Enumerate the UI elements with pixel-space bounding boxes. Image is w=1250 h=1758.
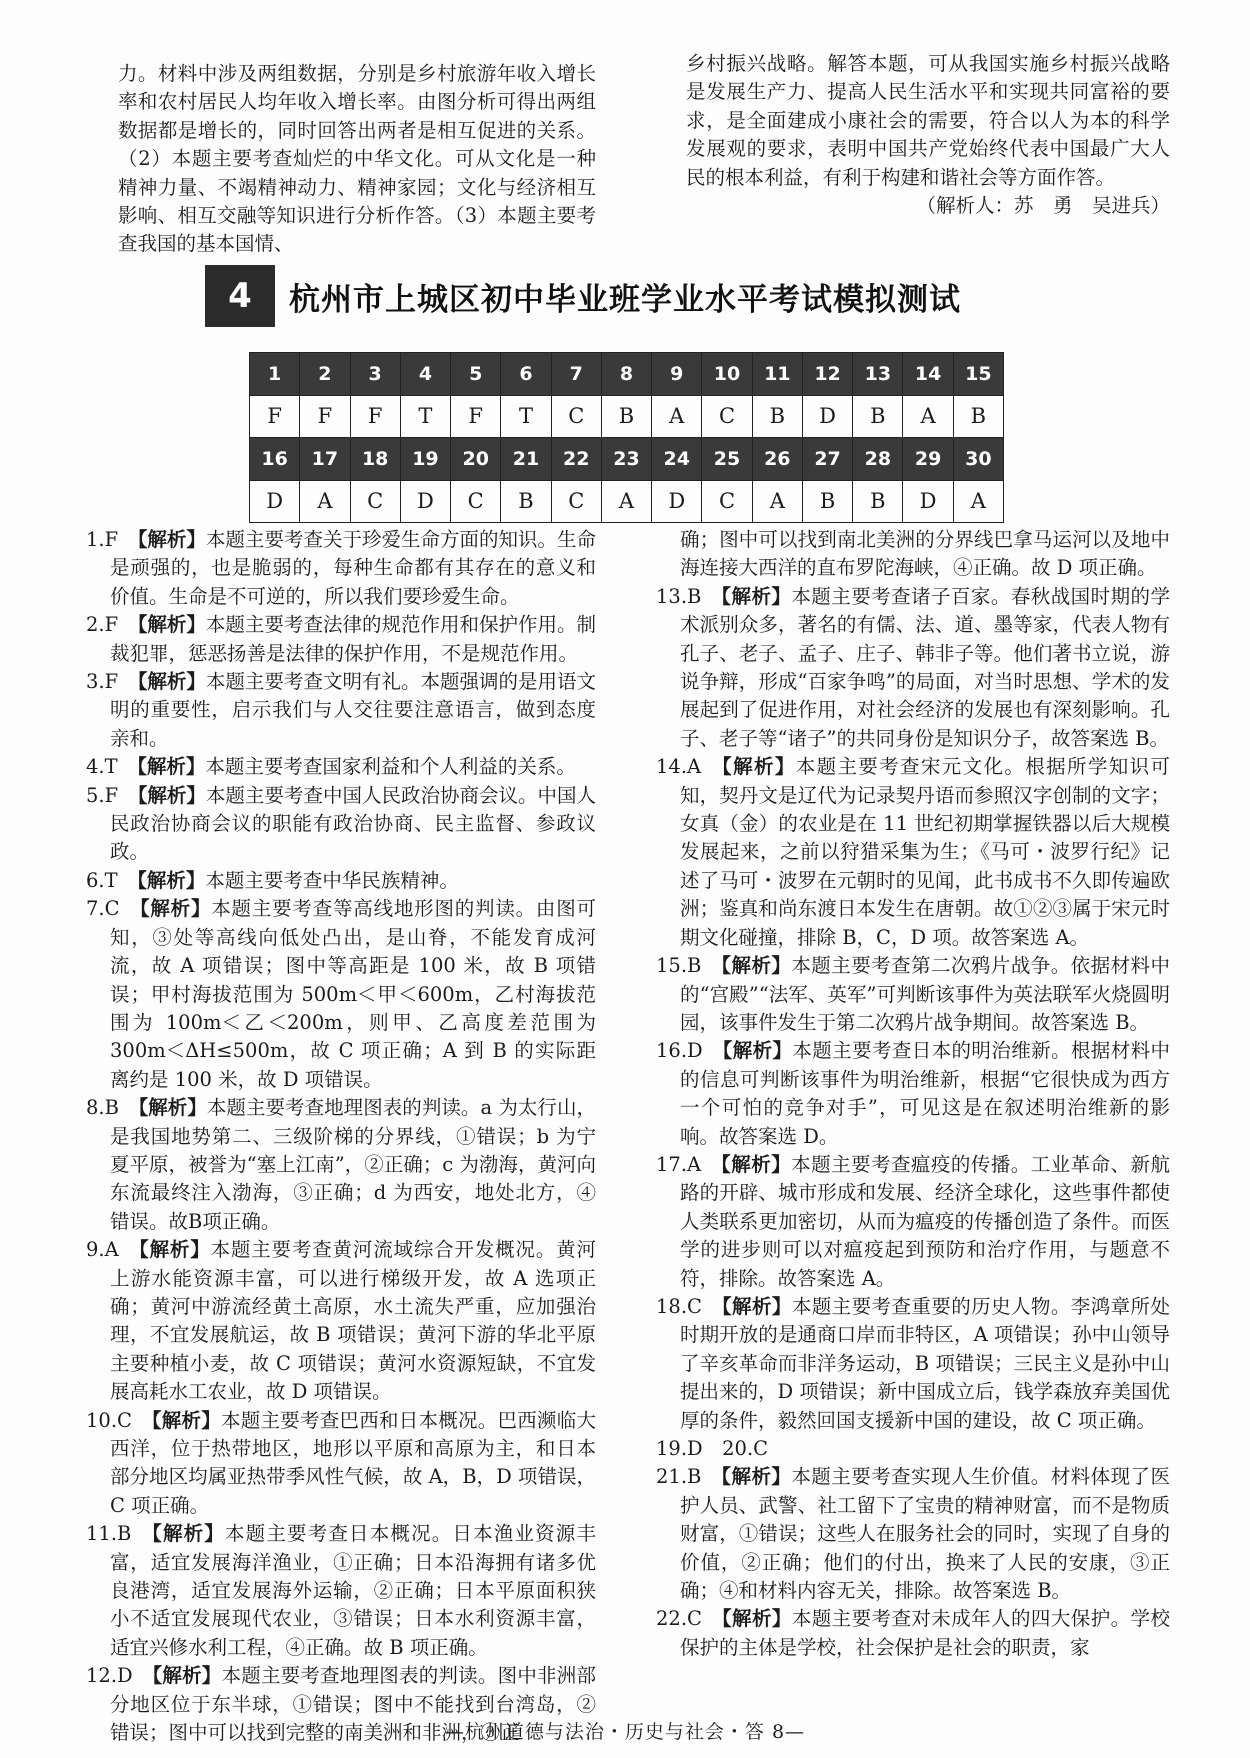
answer-letter-cell: A [953, 480, 1003, 523]
item-text: 本题主要考查对未成年人的四大保护。学校保护的主体是学校，社会保护是社会的职责，家 [680, 1607, 1170, 1659]
analysis-tag: 【解析】 [711, 954, 792, 978]
question-number-cell: 2 [300, 353, 350, 396]
answer-explanation-item [86, 753, 596, 781]
item-text: 本题主要考查地理图表的判读。a 为太行山，是我国地势第二、三级阶梯的分界线，①错误；b 为宁夏平原，被誉为“塞上江南”，②正确；c 为渤海，黄河向东流最终注入渤海，③正确；d 为西安，地处北方，④错误。故B项正确。 [110, 1096, 596, 1233]
item-number: 3.F [86, 670, 119, 694]
answer-explanation-item [86, 668, 596, 753]
item-number: 18.C [656, 1294, 702, 1318]
section-header [205, 265, 1040, 327]
question-number-cell: 4 [400, 353, 450, 396]
answer-letter-cell: F [451, 395, 501, 438]
item-number: 10.C [86, 1408, 132, 1432]
question-number-cell: 6 [501, 353, 551, 396]
question-number-cell: 28 [853, 438, 903, 481]
question-number-cell: 19 [400, 438, 450, 481]
question-number-cell: 24 [652, 438, 702, 481]
answer-table-number-row [250, 438, 1004, 481]
question-number-cell: 15 [953, 353, 1003, 396]
question-number-cell: 16 [250, 438, 300, 481]
left-answer-column [86, 526, 596, 1747]
item-number: 12.D [86, 1664, 133, 1688]
item-number: 11.B [86, 1522, 132, 1546]
question-number-cell: 14 [903, 353, 953, 396]
top-right-paragraph [686, 50, 1170, 220]
item-number: 14.A [656, 755, 702, 779]
item-text: 本题主要考查文明有礼。本题强调的是用语文明的重要性，启示我们与人交往要注意语言，做到态度亲和。 [110, 670, 596, 750]
answer-explanation-item [656, 1435, 1170, 1463]
section-number: 4 [205, 265, 275, 327]
answer-table-number-row [250, 353, 1004, 396]
answer-table-answer-row [250, 395, 1004, 438]
item-number: 16.D [656, 1039, 703, 1063]
answer-table [249, 352, 1004, 523]
answer-letter-cell: A [652, 395, 702, 438]
item-number: 7.C [86, 897, 120, 921]
item-number: 15.B [656, 954, 702, 978]
item-number: 13.B [656, 584, 702, 608]
answer-letter-cell: F [350, 395, 400, 438]
question-number-cell: 5 [451, 353, 501, 396]
question-number-cell: 27 [802, 438, 852, 481]
analysis-tag: 【解析】 [127, 528, 206, 551]
item-text: 本题主要考查黄河流域综合开发概况。黄河上游水能资源丰富，可以进行梯级开发，故 A 选项正确；黄河中游流经黄土高原，水土流失严重，应加强治理，不宜发展航运，故 B 项错误；黄河下游的华北平原主要种植小麦，故 C 项错误；黄河水资源短缺，不宜发展高耗水工农业，故 D 项错误。 [110, 1238, 596, 1404]
analysis-tag: 【解析】 [710, 755, 796, 779]
answer-letter-cell: D [250, 480, 300, 523]
answer-letter-cell: B [953, 395, 1003, 438]
answer-letter-cell: C [702, 395, 752, 438]
answer-letter-cell: A [903, 395, 953, 438]
answer-explanation-item [656, 753, 1170, 952]
answer-explanation-item [86, 1520, 596, 1662]
analysis-tag: 【解析】 [711, 1294, 792, 1318]
analysis-tag: 【解析】 [712, 1039, 793, 1063]
item-number: 19.D 20.C [656, 1437, 769, 1460]
answer-letter-cell: C [551, 480, 601, 523]
item-number: 9.A [86, 1238, 119, 1262]
analysis-tag: 【解析】 [127, 613, 206, 637]
answer-letter-cell: D [652, 480, 702, 523]
answer-explanation-item [656, 1605, 1170, 1662]
answer-letter-cell: C [451, 480, 501, 523]
item-number: 1.F [86, 528, 119, 551]
question-number-cell: 13 [853, 353, 903, 396]
answer-letter-cell: B [752, 395, 802, 438]
item-text: 本题主要考查地理图表的判读。图中非洲部分地区位于东半球，①错误；图中不能找到台湾岛，②错误；图中可以找到完整的南美洲和非洲，③正 [110, 1664, 596, 1745]
answer-letter-cell: F [250, 395, 300, 438]
analysis-tag: 【解析】 [711, 584, 792, 608]
answer-letter-cell: D [802, 395, 852, 438]
item-text: 本题主要考查国家利益和个人利益的关系。 [205, 755, 576, 779]
continued-explanation: 确；图中可以找到南北美洲的分界线巴拿马运河以及地中海连接大西洋的直布罗陀海峡，④正确。故 D 项正确。 [680, 528, 1170, 580]
analysis-tag: 【解析】 [127, 783, 206, 807]
item-text: 本题主要考查中国人民政治协商会议。中国人民政治协商会议的职能有政治协商、民主监督、参政议政。 [110, 783, 596, 864]
answer-explanation-item [86, 782, 596, 867]
answer-explanation-item [656, 1293, 1170, 1435]
answer-letter-cell: B [853, 480, 903, 523]
right-answer-column [656, 526, 1170, 1662]
question-number-cell: 30 [953, 438, 1003, 481]
question-number-cell: 18 [350, 438, 400, 481]
answer-letter-cell: C [702, 480, 752, 523]
answer-letter-cell: A [752, 480, 802, 523]
analysis-tag: 【解析】 [710, 1152, 792, 1176]
answer-explanation-item [656, 1151, 1170, 1293]
question-number-cell: 23 [601, 438, 651, 481]
analysis-tag: 【解析】 [128, 1096, 207, 1120]
answer-letter-cell: C [350, 480, 400, 523]
question-number-cell: 12 [802, 353, 852, 396]
question-number-cell: 9 [652, 353, 702, 396]
answer-explanation-item [656, 1463, 1170, 1605]
answer-explanation-item [656, 952, 1170, 1037]
item-text: 本题主要考查实现人生价值。材料体现了医护人员、武警、社工留下了宝贵的精神财富，而不是物质财富，①错误；这些人在服务社会的同时，实现了自身的价值，②正确；他们的付出，换来了人民的安康，③正确；④和材料内容无关，排除。故答案选 B。 [680, 1465, 1170, 1603]
answer-table-answer-row [250, 480, 1004, 523]
question-number-cell: 29 [903, 438, 953, 481]
answer-explanation-item [86, 1407, 596, 1521]
analysis-tag: 【解析】 [127, 670, 206, 694]
answer-explanation-item [86, 526, 596, 611]
question-number-cell: 1 [250, 353, 300, 396]
answer-letter-cell: B [802, 480, 852, 523]
section-title: 杭州市上城区初中毕业班学业水平考试模拟测试 [289, 281, 961, 318]
answer-explanation-item [86, 1236, 596, 1406]
question-number-cell: 10 [702, 353, 752, 396]
answer-letter-cell: T [501, 395, 551, 438]
question-number-cell: 21 [501, 438, 551, 481]
item-text: 本题主要考查中华民族精神。 [205, 868, 459, 892]
answer-letter-cell: D [400, 480, 450, 523]
answer-letter-cell: A [601, 480, 651, 523]
answer-explanation-item [86, 895, 596, 1094]
question-number-cell: 8 [601, 353, 651, 396]
analysis-tag: 【解析】 [129, 897, 212, 921]
answer-letter-cell: D [903, 480, 953, 523]
question-number-cell: 17 [300, 438, 350, 481]
item-number: 21.B [656, 1465, 702, 1489]
analysis-tag: 【解析】 [127, 868, 206, 892]
question-number-cell: 7 [551, 353, 601, 396]
answer-explanation-item [656, 1037, 1170, 1151]
item-text: 本题主要考查巴西和日本概况。巴西濒临大西洋，位于热带地区，地形以平原和高原为主，和日本部分地区均属亚热带季风性气候，故 A，B，D 项错误，C 项正确。 [110, 1408, 596, 1517]
answer-explanation-item [86, 1094, 596, 1236]
question-number-cell: 3 [350, 353, 400, 396]
item-text: 本题主要考查重要的历史人物。李鸿章所处时期开放的是通商口岸而非特区，A 项错误；孙中山领导了辛亥革命而非洋务运动，B 项错误；三民主义是孙中山提出来的，D 项错误；新中国成立后，钱学森放弃美国优厚的条件，毅然回国支援新中国的建设，故 C 项正确。 [680, 1294, 1170, 1432]
question-number-cell: 25 [702, 438, 752, 481]
item-text: 本题主要考查日本概况。日本渔业资源丰富，适宜发展海洋渔业，①正确；日本沿海拥有诸多优良港湾，适宜发展海外运输，②正确；日本平原面积狭小不适宜发展现代农业，③错误；日本水利资源丰富，适宜兴修水利工程，④正确。故 B 项正确。 [110, 1522, 596, 1659]
item-text: 本题主要考查关于珍爱生命方面的知识。生命是顽强的，也是脆弱的，每种生命都有其存在的意义和价值。生命是不可逆的，所以我们要珍爱生命。 [110, 528, 596, 608]
top-left-text: 力。材料中涉及两组数据，分别是乡村旅游年收入增长率和农村居民人均年收入增长率。由图分析可得出两组数据都是增长的，同时回答出两者是相互促进的关系。（2）本题主要考查灿烂的中华文化。可从文化是一种精神力量、不竭精神动力、精神家园；文化与经济相互影响、相互交融等知识进行分析作答。（3）本题主要考查我国的基本国情、 [118, 62, 596, 256]
analysis-tag: 【解析】 [711, 1607, 792, 1631]
answer-explanation-item [656, 583, 1170, 753]
item-text: 本题主要考查诸子百家。春秋战国时期的学术派别众多，著名的有儒、法、道、墨等家，代表人物有孔子、老子、孟子、庄子、韩非子等。他们著书立说，游说争辩，形成“百家争鸣”的局面，对当时思想、学术的发展起到了促进作用，对社会经济的发展也有深刻影响。孔子、老子等“诸子”的共同身份是知识分子，故答案选 B。 [680, 584, 1170, 750]
item-text: 本题主要考查法律的规范作用和保护作用。制裁犯罪，惩恶扬善是法律的保护作用，不是规范作用。 [110, 613, 596, 665]
item-text: 本题主要考查日本的明治维新。根据材料中的信息可判断该事件为明治维新，根据“它很快成为西方一个可怕的竞争对手”，可见这是在叙述明治维新的影响。故答案选 D。 [680, 1039, 1170, 1148]
item-number: 4.T [86, 755, 118, 779]
item-number: 6.T [86, 868, 118, 892]
item-number: 8.B [86, 1096, 119, 1120]
answer-letter-cell: A [300, 480, 350, 523]
item-text: 本题主要考查宋元文化。根据所学知识可知，契丹文是辽代为记录契丹语而参照汉字创制的文字；女真（金）的农业是在 11 世纪初期掌握铁器以后大规模发展起来，之前以狩猎采集为生；《马可・波罗行纪》记述了马可・波罗在元朝时的见闻，此书成书不久即传遍欧洲；鉴真和尚东渡日本发生在唐朝。故①②③属于宋元时期文化碰撞，排除 B，C，D 项。故答案选 A。 [680, 755, 1170, 949]
analysis-tag: 【解析】 [711, 1465, 792, 1489]
analysis-tag: 【解析】 [127, 755, 206, 779]
question-number-cell: 20 [451, 438, 501, 481]
top-right-text: 乡村振兴战略。解答本题，可从我国实施乡村振兴战略是发展生产力、提高人民生活水平和实现共同富裕的要求，是全面建成小康社会的需要，符合以人为本的科学发展观的要求，表明中国共产党始终代表中国最广大人民的根本利益，有利于构建和谐社会等方面作答。 [686, 52, 1170, 189]
question-number-cell: 11 [752, 353, 802, 396]
question-number-cell: 26 [752, 438, 802, 481]
answer-letter-cell: F [300, 395, 350, 438]
item-number: 5.F [86, 783, 119, 807]
item-text: 本题主要考查瘟疫的传播。工业革命、新航路的开辟、城市形成和发展、经济全球化，这些事件都使人类联系更加密切，从而为瘟疫的传播创造了条件。而医学的进步则可以对瘟疫起到预防和治疗作用，与题意不符，排除。故答案选 A。 [680, 1152, 1170, 1290]
question-number-cell: 22 [551, 438, 601, 481]
answer-letter-cell: T [400, 395, 450, 438]
answer-letter-cell: C [551, 395, 601, 438]
item-text: 本题主要考查第二次鸦片战争。依据材料中的“宫殿”“法军、英军”可判断该事件为英法联军火烧圆明园，该事件发生于第二次鸦片战争期间。故答案选 B。 [680, 954, 1170, 1034]
analysis-tag: 【解析】 [141, 1408, 221, 1432]
answer-letter-cell: B [501, 480, 551, 523]
item-number: 2.F [86, 613, 119, 637]
page-footer: —杭州道德与法治・历史与社会・答 8— [444, 1721, 806, 1743]
item-number: 17.A [656, 1152, 702, 1176]
answer-explanation-item [86, 867, 596, 895]
analysis-tag: 【解析】 [128, 1238, 211, 1262]
answer-letter-cell: B [853, 395, 903, 438]
analyst-signature: （解析人：苏 勇 吴进兵） [916, 194, 1170, 218]
answer-explanation-item [86, 611, 596, 668]
top-left-paragraph [118, 60, 596, 259]
item-text: 本题主要考查等高线地形图的判读。由图可知，③处等高线向低处凸出，是山脊，不能发育成河流，故 A 项错误；图中等高距是 100 米，故 B 项错误；甲村海拔范围为 500m＜甲＜600m，乙村海拔范围为 100m＜乙＜200m，则甲、乙高度差范围为 300m＜ΔH≤500m，故 C 项正确；A 到 B 的实际距离约是 100 米，故 D 项错误。 [110, 897, 596, 1091]
analysis-tag: 【解析】 [141, 1522, 225, 1546]
item-number: 22.C [656, 1607, 702, 1631]
answer-letter-cell: B [601, 395, 651, 438]
analysis-tag: 【解析】 [142, 1664, 222, 1688]
